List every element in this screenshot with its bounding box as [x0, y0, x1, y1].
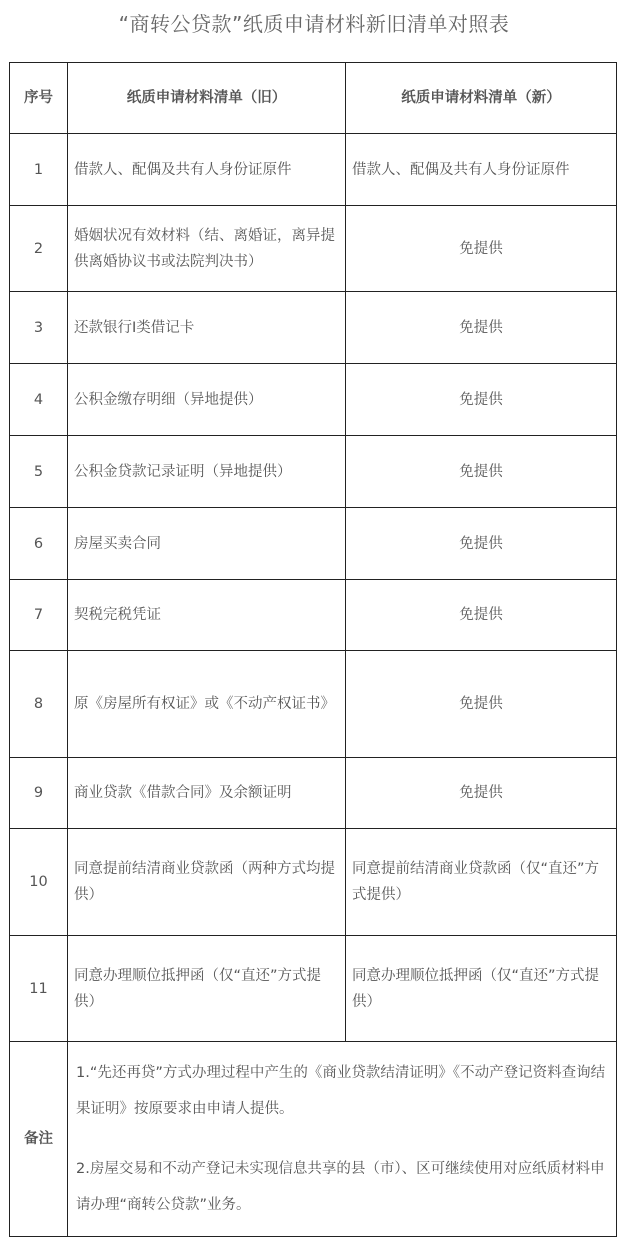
row-number: 6 [10, 508, 68, 580]
row-number: 10 [10, 829, 68, 936]
old-material: 婚姻状况有效材料（结、离婚证，离异提供离婚协议书或法院判决书） [68, 206, 346, 292]
comparison-table [9, 62, 617, 1237]
old-material: 公积金贷款记录证明（异地提供） [68, 436, 346, 508]
table-row [10, 829, 617, 936]
notes-label: 备注 [10, 1042, 68, 1237]
note-item: 1.“先还再贷”方式办理过程中产生的《商业贷款结清证明》《不动产登记资料查询结果证明》按原要求由申请人提供。 [76, 1065, 606, 1117]
table-row [10, 758, 617, 829]
notes-row [10, 1042, 617, 1237]
new-material: 免提供 [346, 758, 617, 829]
row-number: 2 [10, 206, 68, 292]
new-material: 免提供 [346, 508, 617, 580]
old-material: 同意提前结清商业贷款函（两种方式均提供） [68, 829, 346, 936]
row-number: 4 [10, 364, 68, 436]
new-material: 免提供 [346, 651, 617, 758]
old-material: 同意办理顺位抵押函（仅“直还”方式提供） [68, 936, 346, 1042]
old-material: 商业贷款《借款合同》及余额证明 [68, 758, 346, 829]
new-material: 同意提前结清商业贷款函（仅“直还”方式提供） [346, 829, 617, 936]
old-material: 借款人、配偶及共有人身份证原件 [68, 134, 346, 206]
table-row [10, 936, 617, 1042]
old-material: 公积金缴存明细（异地提供） [68, 364, 346, 436]
new-material: 免提供 [346, 580, 617, 651]
row-number: 1 [10, 134, 68, 206]
row-number: 9 [10, 758, 68, 829]
header-new: 纸质申请材料清单（新） [346, 63, 617, 134]
row-number: 11 [10, 936, 68, 1042]
new-material: 借款人、配偶及共有人身份证原件 [346, 134, 617, 206]
table-row [10, 364, 617, 436]
table-row [10, 436, 617, 508]
old-material: 原《房屋所有权证》或《不动产权证书》 [68, 651, 346, 758]
header-old: 纸质申请材料清单（旧） [68, 63, 346, 134]
row-number: 8 [10, 651, 68, 758]
old-material: 契税完税凭证 [68, 580, 346, 651]
old-material: 房屋买卖合同 [68, 508, 346, 580]
header-no: 序号 [10, 63, 68, 134]
new-material: 免提供 [346, 364, 617, 436]
page-title: “商转公贷款”纸质申请材料新旧清单对照表 [118, 12, 510, 36]
row-number: 5 [10, 436, 68, 508]
table-row [10, 206, 617, 292]
new-material: 免提供 [346, 436, 617, 508]
old-material: 还款银行I类借记卡 [68, 292, 346, 364]
row-number: 7 [10, 580, 68, 651]
new-material: 免提供 [346, 206, 617, 292]
new-material: 免提供 [346, 292, 617, 364]
table-row [10, 508, 617, 580]
table-header-row [10, 63, 617, 134]
table-row [10, 134, 617, 206]
table-row [10, 292, 617, 364]
note-item: 2.房屋交易和不动产登记未实现信息共享的县（市）、区可继续使用对应纸质材料申请办理“商转公贷款”业务。 [76, 1161, 605, 1213]
row-number: 3 [10, 292, 68, 364]
table-row [10, 651, 617, 758]
new-material: 同意办理顺位抵押函（仅“直还”方式提供） [346, 936, 617, 1042]
table-row [10, 580, 617, 651]
